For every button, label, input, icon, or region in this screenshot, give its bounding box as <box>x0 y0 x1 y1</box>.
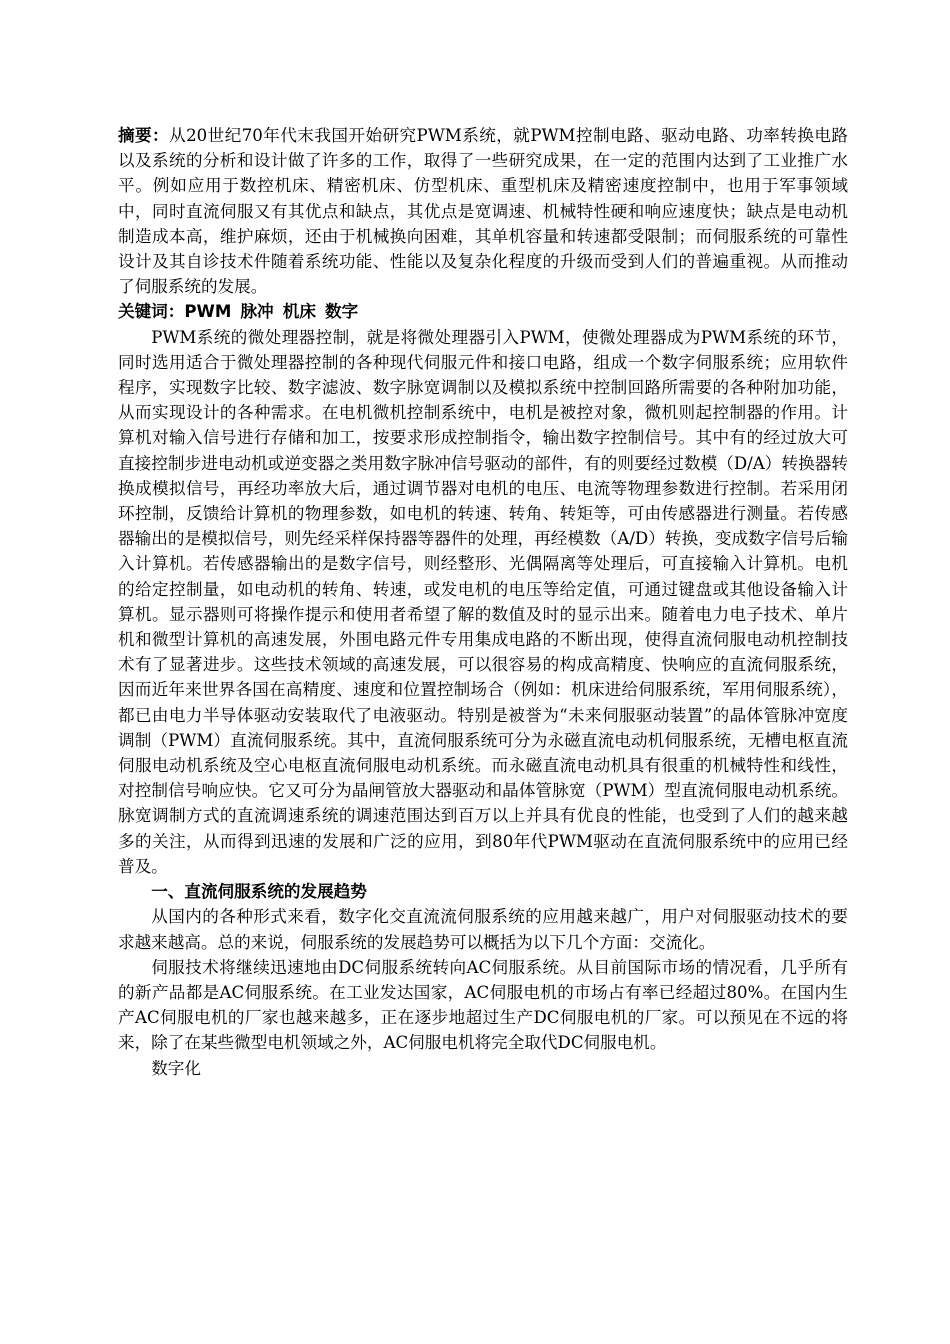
document-page <box>118 123 848 1081</box>
keywords-line: 关键词：PWM 脉冲 机床 数字 <box>118 302 359 322</box>
body-paragraph-3: 伺服技术将继续迅速地由DC伺服系统转向AC伺服系统。从目前国际市场的情况看，几乎所有的新产品都是AC伺服系统。在工业发达国家，AC伺服电机的市场占有率已经超过80%。在国内生产AC伺服电机的厂家也越来越多，正在逐步地超过生产DC伺服电机的厂家。可以预见在不远的将来，除了在某些微型电机领域之外，AC伺服电机将完全取代DC伺服电机。 <box>118 957 848 1053</box>
body-paragraph-4: 数字化 <box>151 1058 201 1078</box>
abstract-text: 从20世纪70年代末我国开始研究PWM系统，就PWM控制电路、驱动电路、功率转换电路以及系统的分析和设计做了许多的工作，取得了一些研究成果，在一定的范围内达到了工业推广水平。例如应用于数控机床、精密机床、仿型机床、重型机床及精密速度控制中，也用于军事领域中，同时直流伺服又有其优点和缺点，其优点是宽调速、机械特性硬和响应速度快；缺点是电动机制造成本高，维护麻烦，还由于机械换向困难，其单机容量和转速都受限制；而伺服系统的可靠性设计及其自诊技术件随着系统功能、性能以及复杂化程度的升级而受到人们的普遍重视。从而推动了伺服系统的发展。 <box>118 126 848 297</box>
section-heading-1: 一、直流伺服系统的发展趋势 <box>151 882 367 902</box>
body-paragraph-2: 从国内的各种形式来看，数字化交直流流伺服系统的应用越来越广，用户对伺服驱动技术的要求越来越高。总的来说，伺服系统的发展趋势可以概括为以下几个方面：交流化。 <box>118 907 848 952</box>
abstract-paragraph <box>118 123 848 299</box>
abstract-label: 摘要： <box>118 126 170 145</box>
body-paragraph-1: PWM系统的微处理器控制，就是将微处理器引入PWM，使微处理器成为PWM系统的环节，同时选用适合于微处理器控制的各种现代伺服元件和接口电路，组成一个数字伺服系统；应用软件程序，实现数字比较、数字滤波、数字脉宽调制以及模拟系统中控制回路所需要的各种附加功能，从而实现设计的各种需求。在电机微机控制系统中，电机是被控对象，微机则起控制器的作用。计算机对输入信号进行存储和加工，按要求形成控制指令，输出数字控制信号。其中有的经过放大可直接控制步进电动机或逆变器之类用数字脉冲信号驱动的部件，有的则要经过数模（D/A）转换器转换成模拟信号，再经功率放大后，通过调节器对电机的电压、电流等物理参数进行控制。若采用闭环控制，反馈给计算机的物理参数，如电机的转速、转角、转矩等，可由传感器进行测量。若传感器输出的是模拟信号，则先经采样保持器等器件的处理，再经模数（A/D）转换，变成数字信号后输入计算机。若传感器输出的是数字信号，则经整形、光偶隔离等处理后，可直接输入计算机。电机的给定控制量，如电动机的转角、转速，或发电机的电压等给定值，可通过键盘或其他设备输入计算机。显示器则可将操作提示和使用者希望了解的数值及时的显示出来。随着电力电子技术、单片机和微型计算机的高速发展，外围电路元件专用集成电路的不断出现，使得直流伺服电动机控制技术有了显著进步。这些技术领域的高速发展，可以很容易的构成高精度、快响应的直流伺服系统，因而近年来世界各国在高精度、速度和位置控制场合（例如：机床进给伺服系统，军用伺服系统），都已由电力半导体驱动安装取代了电液驱动。特别是被誉为“未来伺服驱动装置”的晶体管脉冲宽度调制（PWM）直流伺服系统。其中，直流伺服系统可分为永磁直流电动机伺服系统，无槽电枢直流伺服电动机系统及空心电枢直流伺服电动机系统。而永磁直流电动机具有很重的机械特性和线性，对控制信号响应快。它又可分为晶闸管放大器驱动和晶体管脉宽（PWM）型直流伺服电动机系统。脉宽调制方式的直流调速系统的调速范围达到百万以上并具有优良的性能，也受到了人们的越来越多的关注，从而得到迅速的发展和广泛的应用，到80年代PWM驱动在直流伺服系统中的应用已经普及。 <box>118 327 848 876</box>
